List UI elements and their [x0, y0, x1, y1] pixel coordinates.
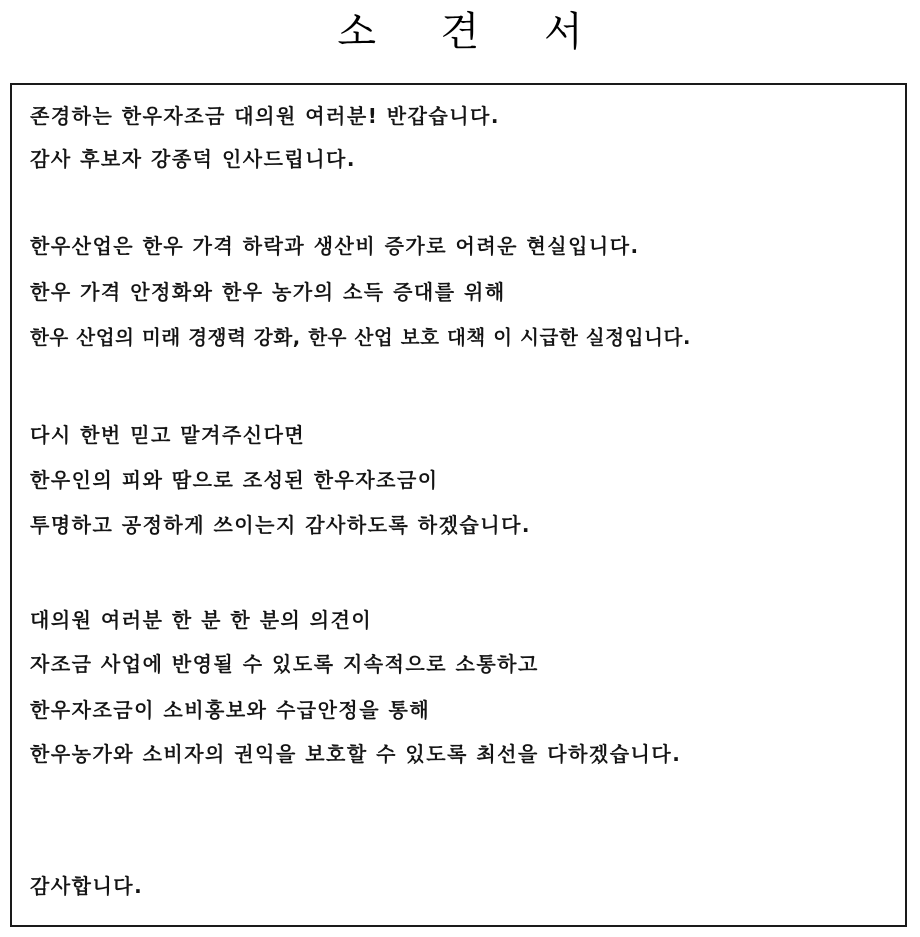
introduction-line: 감사 후보자 강종덕 인사드립니다.	[30, 147, 356, 171]
greeting-line: 존경하는 한우자조금 대의원 여러분! 반갑습니다.	[30, 104, 500, 128]
document-title: 소 견 서	[337, 9, 609, 55]
price-stability-line: 한우 가격 안정화와 한우 농가의 소득 증대를 위해	[30, 280, 506, 304]
fund-line: 한우인의 피와 땀으로 조성된 한우자조금이	[30, 468, 439, 492]
industry-situation-line: 한우산업은 한우 가격 하락과 생산비 증가로 어려운 현실입니다.	[30, 234, 640, 258]
closing-line: 감사합니다.	[30, 874, 144, 898]
competitiveness-line: 한우 산업의 미래 경쟁력 강화, 한우 산업 보호 대책 이 시급한 실정입니다.	[30, 326, 691, 349]
audit-pledge-line: 투명하고 공정하게 쓰이는지 감사하도록 하겠습니다.	[30, 513, 531, 537]
statement-box	[10, 83, 907, 927]
best-effort-line: 한우농가와 소비자의 권익을 보호할 수 있도록 최선을 다하겠습니다.	[30, 742, 682, 766]
communication-line: 자조금 사업에 반영될 수 있도록 지속적으로 소통하고	[30, 652, 539, 676]
delegates-opinion-line: 대의원 여러분 한 분 한 분의 의견이	[30, 608, 373, 632]
promotion-line: 한우자조금이 소비홍보와 수급안정을 통해	[30, 698, 431, 722]
trust-line: 다시 한번 믿고 맡겨주신다면	[30, 423, 306, 447]
